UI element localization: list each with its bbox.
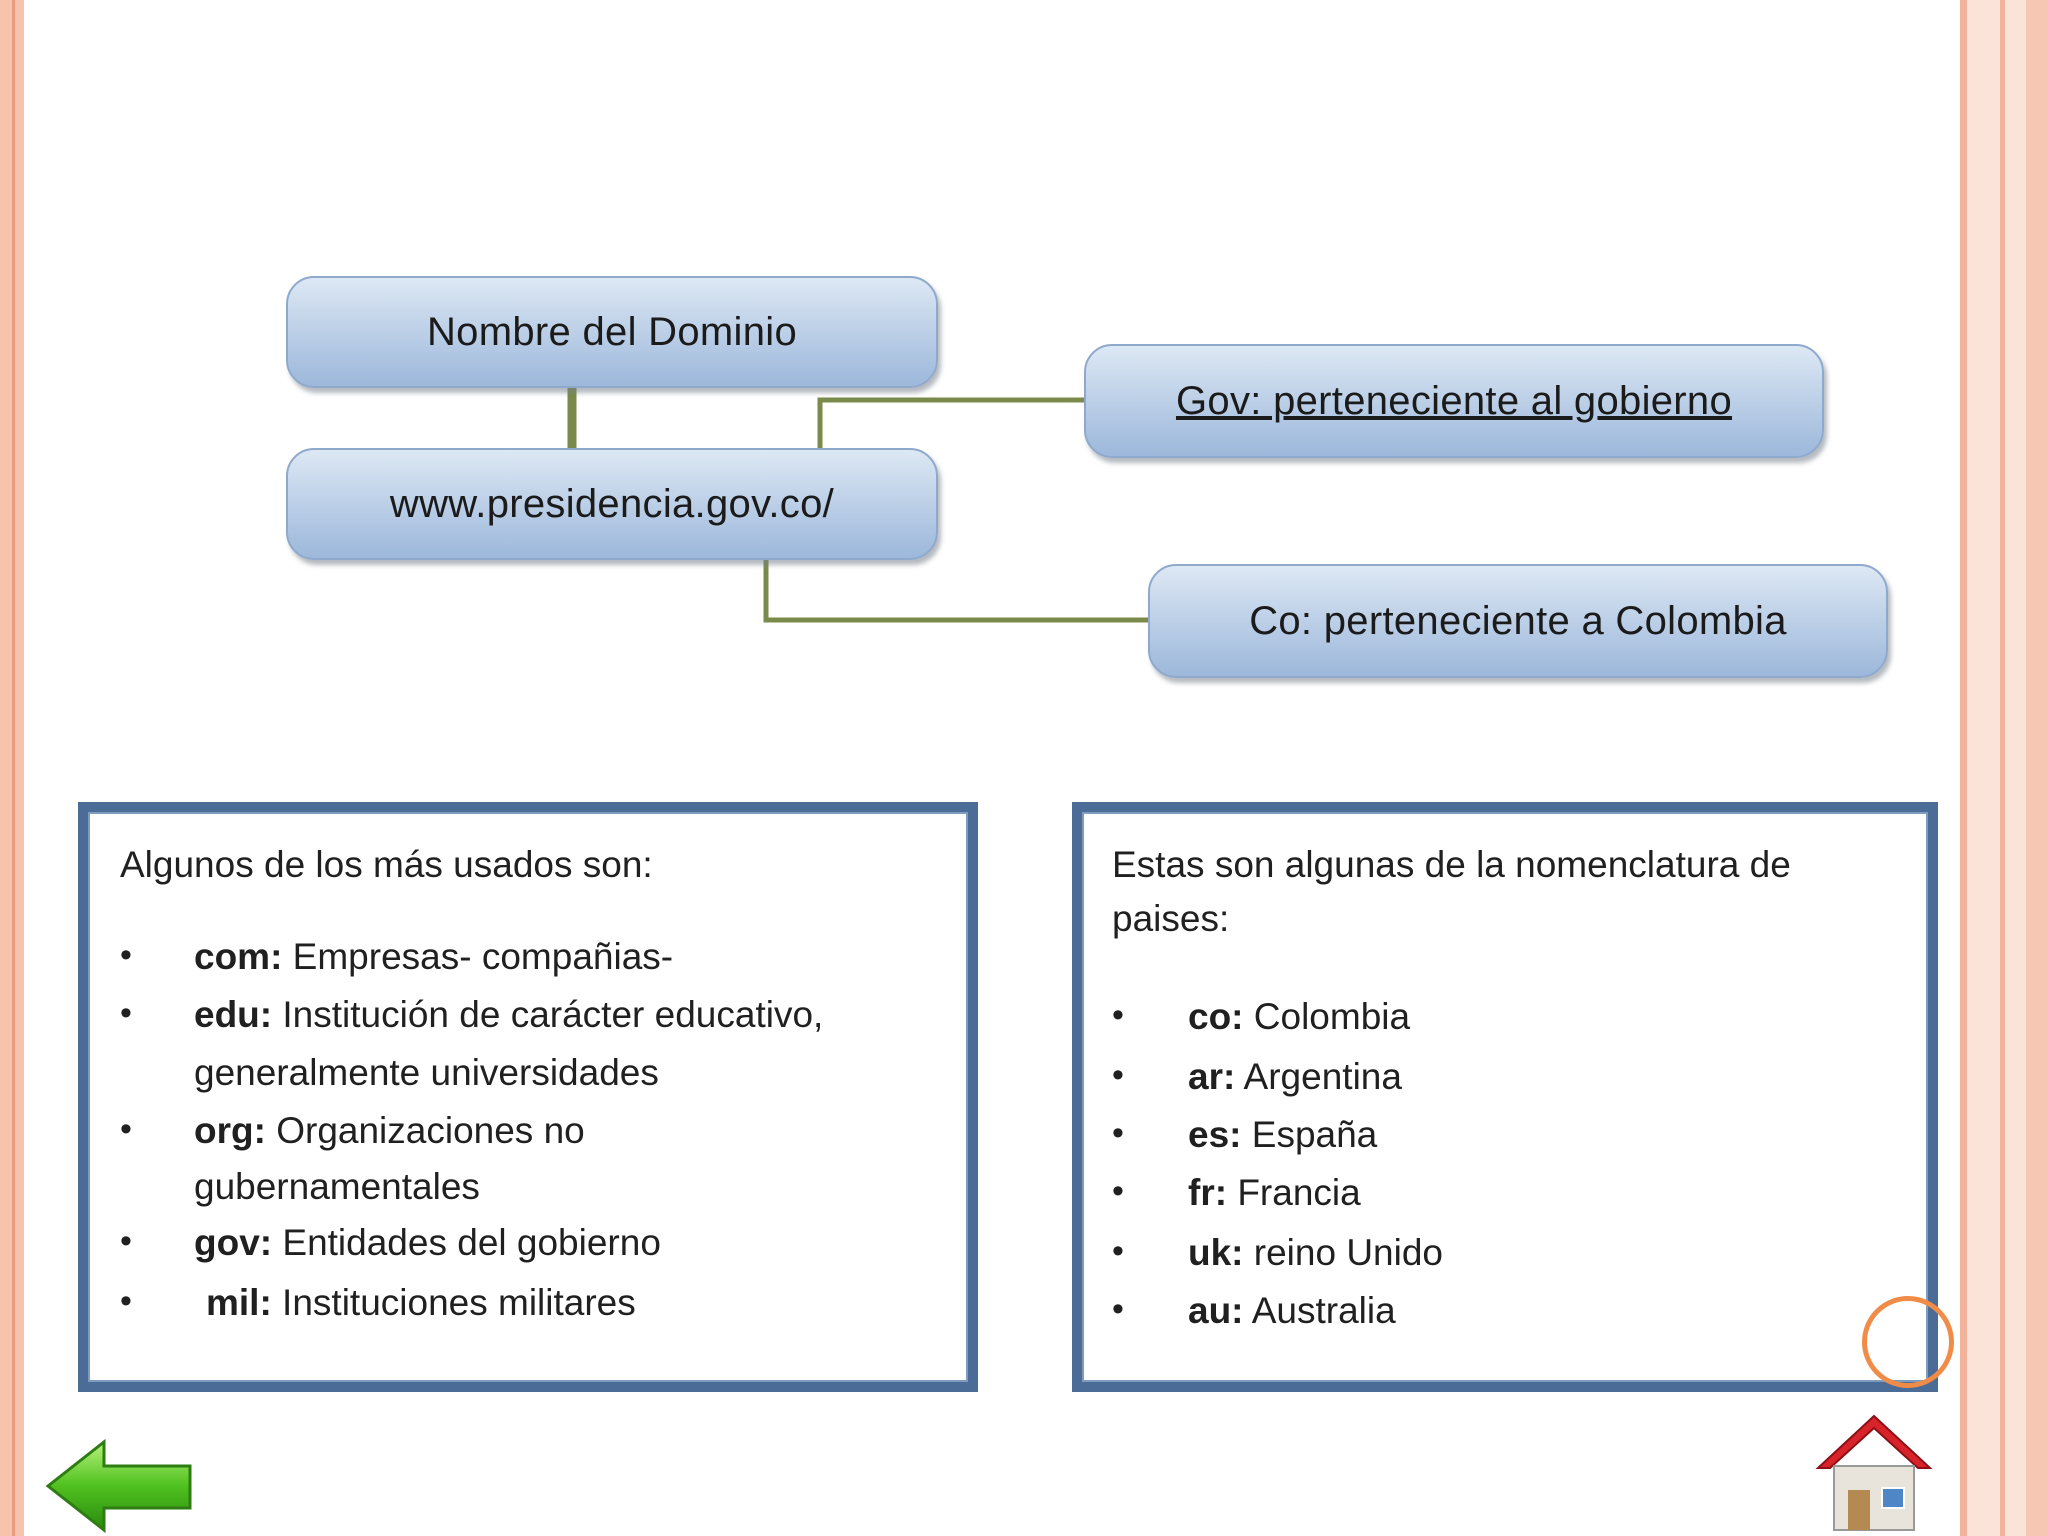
list-item: • org: Organizaciones no gubernamentales bbox=[120, 1110, 585, 1207]
connector-url-gov bbox=[820, 400, 1084, 450]
node-gov-label: Gov: perteneciente al gobierno bbox=[1175, 378, 1733, 423]
common-domains-heading: Algunos de los más usados son: bbox=[120, 844, 653, 885]
home-icon[interactable] bbox=[1812, 1410, 1936, 1534]
list-item: • co: Colombia bbox=[1112, 996, 1411, 1037]
connector-url-co bbox=[766, 560, 1148, 620]
node-url-label: www.presidencia.gov.co/ bbox=[389, 481, 835, 526]
back-arrow-icon[interactable] bbox=[44, 1438, 194, 1534]
common-domains-list bbox=[120, 936, 960, 1340]
list-item: • gov: Entidades del gobierno bbox=[120, 1222, 661, 1263]
country-domains-box bbox=[1072, 802, 1938, 1392]
common-domains-box bbox=[78, 802, 978, 1392]
list-item: • edu: Institución de carácter educativo, generalmente universidades bbox=[120, 994, 824, 1093]
node-co bbox=[1148, 564, 1888, 678]
node-domain-name bbox=[286, 276, 938, 388]
list-item: • ar: Argentina bbox=[1112, 1056, 1402, 1097]
node-co-label: Co: perteneciente a Colombia bbox=[1249, 598, 1787, 643]
decorative-circle bbox=[1862, 1296, 1954, 1388]
node-domain-name-label: Nombre del Dominio bbox=[427, 309, 797, 354]
node-url bbox=[286, 448, 938, 560]
list-item: • uk: reino Unido bbox=[1112, 1232, 1444, 1273]
list-item: • fr: Francia bbox=[1112, 1172, 1361, 1213]
list-item: • com: Empresas- compañias- bbox=[120, 936, 674, 977]
country-domains-list bbox=[1112, 996, 1912, 1348]
list-item: • mil: Instituciones militares bbox=[120, 1282, 636, 1323]
country-domains-heading: Estas son algunas de la nomenclatura de paises: bbox=[1112, 844, 1791, 939]
node-gov bbox=[1084, 344, 1824, 458]
list-item: • au: Australia bbox=[1112, 1290, 1396, 1331]
list-item: • es: España bbox=[1112, 1114, 1378, 1155]
